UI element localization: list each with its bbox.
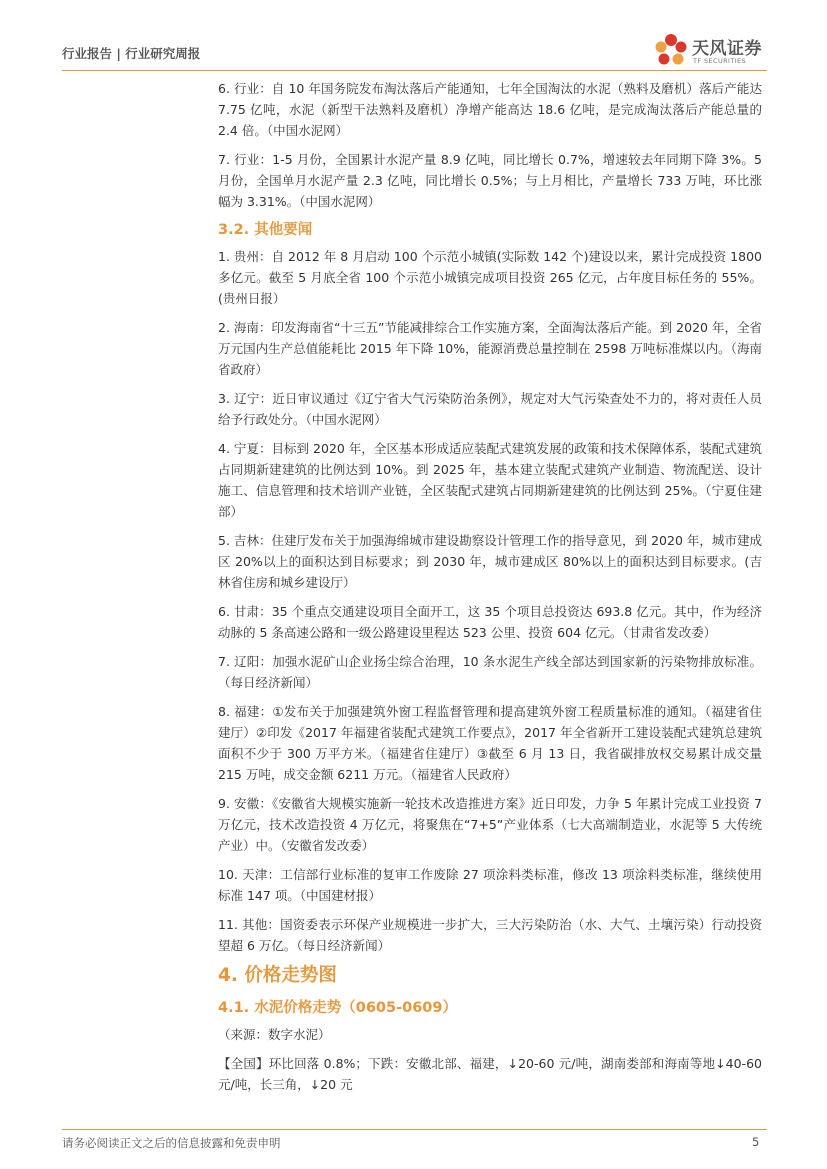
disclaimer: 请务必阅读正文之后的信息披露和免责申明 [62,1136,281,1150]
logo-flower-icon [652,32,690,70]
news-item: 11. 其他：国资委表示环保产业规模进一步扩大，三大污染防治（水、大气、土壤污染）行动投资望超 6 万亿。（每日经济新闻） [218,917,762,953]
news-item: 【全国】环比回落 0.8%；下跌：安徽北部、福建，↓20-60 元/吨，湖南娄部和海南等地↓40-60 元/吨，长三角，↓20 元 [218,1056,762,1092]
company-logo [652,30,767,72]
news-item: 8. 福建：①发布关于加强建筑外窗工程监督管理和提高建筑外窗工程质量标准的通知。（福建省住建厅）②印发《2017 年福建省装配式建筑工作要点》，2017 年全省新开工建设装配式建筑总建筑面积不少于 300 万平方米。（福建省住建厅）③截至 6 月 13 日，我省碳排放权交易累计成交量 215 万吨，成交金额 6211 万元。（福建省人民政府） [218,704,762,782]
brand-name-en: TF SECURITIES [693,57,747,65]
news-item: 10. 天津：工信部行业标准的复审工作废除 27 项涂料类标准，修改 13 项涂料类标准，继续使用标准 147 项。（中国建材报） [218,867,762,903]
news-item: 6. 甘肃：35 个重点交通建设项目全面开工，这 35 个项目总投资达 693.8 亿元。其中，作为经济动脉的 5 条高速公路和一级公路建设里程达 523 公里、投资 604 亿元。（甘肃省发改委） [218,604,762,640]
news-item: 9. 安徽：《安徽省大规模实施新一轮技术改造推进方案》近日印发，力争 5 年累计完成工业投资 7 万亿元，技术改造投资 4 万亿元，将聚焦在“7+5”产业体系（七大高端制造业，水泥等 5 大传统产业）中。（安徽省发改委） [218,796,762,853]
news-item: 4. 宁夏：目标到 2020 年，全区基本形成适应装配式建筑发展的政策和技术保障体系，装配式建筑占同期新建建筑的比例达到 10%。到 2025 年，基本建立装配式建筑产业制造、物流配送、设计施工、信息管理和技术培训产业链，全区装配式建筑占同期新建建筑的比例达到 25%。（宁夏住建部） [218,441,762,519]
footer-rule [62,1129,767,1130]
main-content [218,78,762,1103]
news-item: 2. 海南：印发海南省“十三五”节能减排综合工作实施方案，全面淘汰落后产能。到 2020 年，全省万元国内生产总值能耗比 2015 年下降 10%，能源消费总量控制在 2598 万吨标准煤以内。（海南省政府） [218,320,762,377]
page-number: 5 [752,1135,760,1149]
report-type-label: 行业报告 | 行业研究周报 [62,46,201,61]
news-item: 1. 贵州：自 2012 年 8 月启动 100 个示范小城镇(实际数 142 个)建设以来，累计完成投资 1800 多亿元。截至 5 月底全省 100 个示范小城镇完成项目投资 265 亿元，占年度目标任务的 55%。(贵州日报） [218,249,762,306]
news-item: 3. 辽宁：近日审议通过《辽宁省大气污染防治条例》，规定对大气污染查处不力的，将对责任人员给予行政处分。（中国水泥网） [218,391,762,427]
subsection-heading: 4.1. 水泥价格走势（0605-0609） [218,1000,457,1016]
brand-name-cn: 天风证券 [692,39,762,59]
news-item: 7. 行业：1-5 月份，全国累计水泥产量 8.9 亿吨，同比增长 0.7%，增速较去年同期下降 3%。5 月份，全国单月水泥产量 2.3 亿吨，同比增长 0.5%；与上月相比，产量增长 733 万吨，环比涨幅为 3.31%。（中国水泥网） [218,152,762,209]
subsection-heading: 3.2. 其他要闻 [218,222,313,238]
news-item: 7. 辽阳：加强水泥矿山企业扬尘综合治理，10 条水泥生产线全部达到国家新的污染物排放标准。（每日经济新闻） [218,654,762,690]
header-rule [62,70,767,71]
news-item: （来源：数字水泥） [218,1027,331,1042]
section-heading: 4. 价格走势图 [218,965,337,986]
news-item: 5. 吉林：住建厅发布关于加强海绵城市建设勘察设计管理工作的指导意见，到 2020 年，城市建成区 20%以上的面积达到目标要求；到 2030 年，城市建成区 80%以上的面积达到目标要求。(吉林省住房和城乡建设厅） [218,533,762,590]
news-item: 6. 行业：自 10 年国务院发布淘汰落后产能通知，七年全国淘汰的水泥（熟料及磨机）落后产能达 7.75 亿吨，水泥（新型干法熟料及磨机）净增产能高达 18.6 亿吨，是完成淘汰落后产能总量的 2.4 倍。（中国水泥网） [218,81,762,138]
